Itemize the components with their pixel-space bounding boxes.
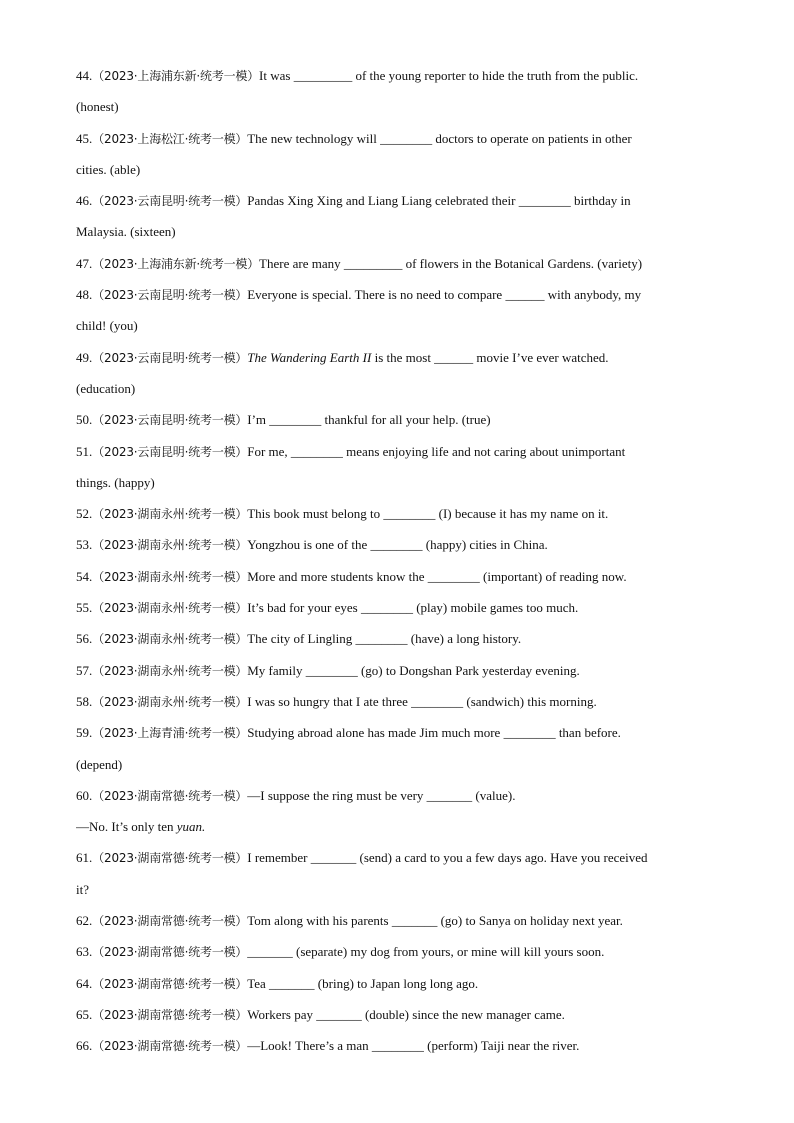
question-source: （2023·湖南永州·统考一模）: [92, 601, 248, 616]
question-text-continued: cities. (able): [76, 161, 141, 177]
question-number: 46: [76, 193, 89, 209]
question-number: 62: [76, 913, 89, 929]
question-number: 53: [76, 537, 89, 553]
question-48-continuation: [76, 310, 716, 341]
question-46-continuation: [76, 216, 716, 247]
question-list: [76, 60, 716, 1062]
question-47: 47.（2023·上海浦东新·统考一模）There are many _________ of flowers in the Botanical Gardens. (variety): [76, 255, 643, 271]
question-number: 65: [76, 1006, 89, 1022]
question-text: —I suppose the ring must be very _______ (value).: [247, 787, 516, 803]
question-text: More and more students know the ________ (important) of reading now.: [247, 568, 627, 584]
question-45: 45.（2023·上海松江·统考一模）The new technology will ________ doctors to operate on patients in other: [76, 130, 632, 146]
question-number: 44: [76, 68, 89, 83]
question-56: 56.（2023·湖南永州·统考一模）The city of Lingling ________ (have) a long history.: [76, 631, 522, 647]
question-text-continued: (education): [76, 380, 136, 396]
question-text-continued: it?: [76, 881, 89, 897]
question-text: I remember _______ (send) a card to you a few days ago. Have you received: [247, 850, 648, 866]
question-text: It was _________ of the young reporter to hide the truth from the public.: [259, 68, 639, 83]
question-44-continuation: [76, 91, 716, 122]
question-text-continued: —No. It’s only ten: [76, 819, 177, 835]
question-59: 59.（2023·上海青浦·统考一模）Studying abroad alone has made Jim much more ________ than before.: [76, 725, 621, 741]
question-source: （2023·湖南永州·统考一模）: [92, 507, 248, 522]
question-text-continued: (depend): [76, 756, 123, 772]
question-51-continuation: [76, 467, 716, 498]
question-number: 45: [76, 130, 89, 146]
question-source: （2023·湖南常德·统考一模）: [92, 1039, 248, 1054]
question-number: 47: [76, 255, 89, 271]
question-source: （2023·上海浦东新·统考一模）: [92, 256, 260, 271]
question-46: 46.（2023·云南昆明·统考一模）Pandas Xing Xing and Liang Liang celebrated their ________ birthday in: [76, 193, 631, 209]
question-number: 54: [76, 568, 89, 584]
question-57: 57.（2023·湖南永州·统考一模）My family ________ (go) to Dongshan Park yesterday evening.: [76, 662, 580, 678]
question-source: （2023·云南昆明·统考一模）: [92, 194, 248, 209]
question-number: 52: [76, 506, 89, 522]
question-text-continued: (honest): [76, 99, 119, 115]
question-48: 48.（2023·云南昆明·统考一模）Everyone is special. There is no need to compare ______ with anybody, my: [76, 287, 642, 303]
question-44: 44.（2023·上海浦东新·统考一模）It was _________ of the young reporter to hide the truth from the public.: [76, 68, 639, 83]
question-source: （2023·湖南永州·统考一模）: [92, 538, 248, 553]
question-text: Studying abroad alone has made Jim much more ________ than before.: [247, 725, 621, 741]
italic-title: The Wandering Earth II: [247, 349, 372, 365]
question-number: 48: [76, 287, 89, 303]
question-number: 61: [76, 850, 89, 866]
question-60: 60.（2023·湖南常德·统考一模）—I suppose the ring must be very _______ (value).: [76, 787, 516, 803]
question-source: （2023·湖南常德·统考一模）: [92, 976, 248, 991]
question-source: （2023·湖南永州·统考一模）: [92, 569, 248, 584]
question-number: 60: [76, 787, 89, 803]
question-51: 51.（2023·云南昆明·统考一模）For me, ________ means enjoying life and not caring about unimportant: [76, 443, 626, 459]
question-text: Yongzhou is one of the ________ (happy) cities in China.: [247, 537, 548, 553]
question-number: 59: [76, 725, 89, 741]
question-text: —Look! There’s a man ________ (perform) Taiji near the river.: [247, 1038, 580, 1054]
question-58: 58.（2023·湖南永州·统考一模）I was so hungry that I ate three ________ (sandwich) this morning.: [76, 693, 597, 709]
question-49-continuation: [76, 373, 716, 404]
question-text: I was so hungry that I ate three ________ (sandwich) this morning.: [247, 693, 597, 709]
question-source: （2023·湖南常德·统考一模）: [92, 1007, 248, 1022]
question-54: 54.（2023·湖南永州·统考一模）More and more students know the ________ (important) of reading now.: [76, 568, 627, 584]
question-50: 50.（2023·云南昆明·统考一模）I’m ________ thankful for all your help. (true): [76, 412, 491, 428]
question-number: 58: [76, 693, 89, 709]
question-text: Tea _______ (bring) to Japan long long ago.: [247, 975, 479, 991]
question-60-continuation: [76, 811, 716, 842]
question-source: （2023·湖南常德·统考一模）: [92, 914, 248, 929]
question-number: 55: [76, 600, 89, 616]
question-59-continuation: [76, 749, 716, 780]
question-61: 61.（2023·湖南常德·统考一模）I remember _______ (send) a card to you a few days ago. Have you received: [76, 850, 648, 866]
question-61-continuation: [76, 874, 716, 905]
question-source: （2023·上海浦东新·统考一模）: [92, 69, 260, 83]
question-53: 53.（2023·湖南永州·统考一模）Yongzhou is one of the ________ (happy) cities in China.: [76, 537, 548, 553]
question-source: （2023·湖南永州·统考一模）: [92, 663, 248, 678]
question-number: 56: [76, 631, 89, 647]
question-text: My family ________ (go) to Dongshan Park yesterday evening.: [247, 662, 580, 678]
question-52: 52.（2023·湖南永州·统考一模）This book must belong to ________ (I) because it has my name on it.: [76, 506, 609, 522]
question-text: Tom along with his parents _______ (go) to Sanya on holiday next year.: [247, 913, 623, 929]
question-text-continued: things. (happy): [76, 474, 155, 490]
question-source: （2023·云南昆明·统考一模）: [92, 413, 248, 428]
question-text: is the most ______ movie I’ve ever watched.: [371, 349, 609, 365]
question-55: 55.（2023·湖南永州·统考一模）It’s bad for your eyes ________ (play) mobile games too much.: [76, 600, 579, 616]
question-source: （2023·湖南常德·统考一模）: [92, 945, 248, 960]
question-source: （2023·云南昆明·统考一模）: [92, 288, 248, 303]
question-63: 63.（2023·湖南常德·统考一模）_______ (separate) my dog from yours, or mine will kill yours soon.: [76, 944, 605, 960]
question-source: （2023·湖南常德·统考一模）: [92, 851, 248, 866]
question-text: It’s bad for your eyes ________ (play) mobile games too much.: [247, 600, 579, 616]
question-text: This book must belong to ________ (I) because it has my name on it.: [247, 506, 609, 522]
question-source: （2023·云南昆明·统考一模）: [92, 350, 248, 365]
question-64: 64.（2023·湖南常德·统考一模）Tea _______ (bring) to Japan long long ago.: [76, 975, 479, 991]
question-source: （2023·云南昆明·统考一模）: [92, 444, 248, 459]
question-65: 65.（2023·湖南常德·统考一模）Workers pay _______ (double) since the new manager came.: [76, 1006, 565, 1022]
question-number: 64: [76, 975, 89, 991]
question-number: 57: [76, 662, 89, 678]
question-number: 51: [76, 443, 89, 459]
question-text: For me, ________ means enjoying life and not caring about unimportant: [247, 443, 626, 459]
question-number: 66: [76, 1038, 89, 1054]
question-text: There are many _________ of flowers in the Botanical Gardens. (variety): [259, 255, 643, 271]
question-text: Everyone is special. There is no need to compare ______ with anybody, my: [247, 287, 642, 303]
question-number: 49: [76, 349, 89, 365]
question-62: 62.（2023·湖南常德·统考一模）Tom along with his parents _______ (go) to Sanya on holiday next year.: [76, 913, 623, 929]
question-source: （2023·湖南常德·统考一模）: [92, 788, 248, 803]
question-source: （2023·湖南永州·统考一模）: [92, 694, 248, 709]
question-text: The new technology will ________ doctors to operate on patients in other: [247, 130, 632, 146]
question-source: （2023·上海青浦·统考一模）: [92, 726, 248, 741]
question-source: （2023·上海松江·统考一模）: [92, 131, 248, 146]
question-45-continuation: [76, 154, 716, 185]
question-text-continued: child! (you): [76, 318, 138, 334]
question-66: 66.（2023·湖南常德·统考一模）—Look! There’s a man ________ (perform) Taiji near the river.: [76, 1038, 580, 1054]
question-number: 50: [76, 412, 89, 428]
question-text: The city of Lingling ________ (have) a long history.: [247, 631, 522, 647]
question-number: 63: [76, 944, 89, 960]
question-49: 49.（2023·云南昆明·统考一模）The Wandering Earth II is the most ______ movie I’ve ever watched.: [76, 349, 609, 365]
question-text: _______ (separate) my dog from yours, or mine will kill yours soon.: [247, 944, 605, 960]
question-source: （2023·湖南永州·统考一模）: [92, 632, 248, 647]
question-text: Workers pay _______ (double) since the new manager came.: [247, 1006, 565, 1022]
question-text: I’m ________ thankful for all your help. (true): [247, 412, 491, 428]
question-text-continued: Malaysia. (sixteen): [76, 224, 176, 240]
italic-word: yuan.: [176, 819, 206, 835]
question-text: Pandas Xing Xing and Liang Liang celebrated their ________ birthday in: [247, 193, 631, 209]
